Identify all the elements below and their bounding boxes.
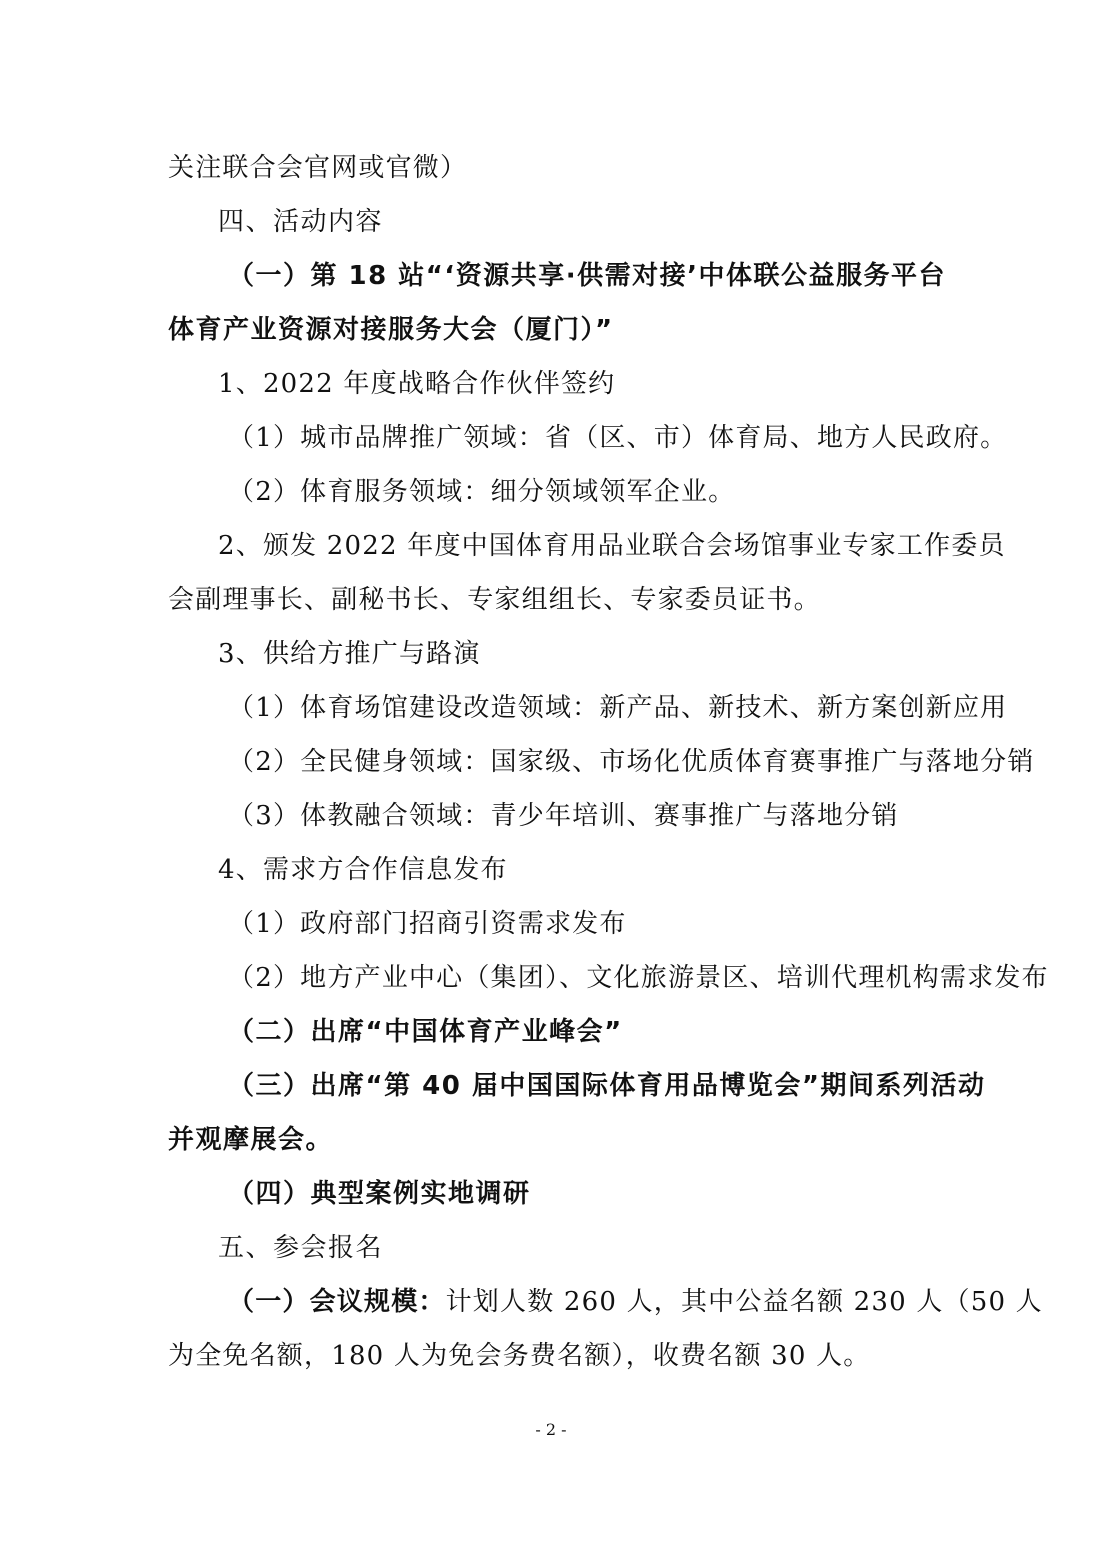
list-item: （1）体育场馆建设改造领域：新产品、新技术、新方案创新应用: [228, 693, 1008, 723]
list-item: （2）地方产业中心（集团）、文化旅游景区、培训代理机构需求发布: [228, 963, 1049, 993]
subsection-heading: 体育产业资源对接服务大会（厦门）”: [168, 315, 614, 345]
list-item: （3）体教融合领域：青少年培训、赛事推广与落地分销: [228, 801, 899, 831]
paragraph-line: 为全免名额，180 人为免会务费名额），收费名额 30 人。: [168, 1341, 871, 1371]
meeting-scale-text: 计划人数 260 人，其中公益名额 230 人（50 人: [445, 1287, 1043, 1317]
page-number: - 2 -: [535, 1420, 567, 1439]
subsection-heading: （一）第 18 站“‘资源共享·供需对接’中体联公益服务平台: [228, 261, 947, 291]
section-heading: 四、活动内容: [218, 207, 384, 237]
subsection-heading: （二）出席“中国体育产业峰会”: [228, 1017, 623, 1047]
subsection-heading: 并观摩展会。: [168, 1125, 334, 1155]
subsection-heading: （三）出席“第 40 届中国国际体育用品博览会”期间系列活动: [228, 1071, 986, 1101]
subsection-heading: （四）典型案例实地调研: [228, 1179, 531, 1209]
item-heading: 4、需求方合作信息发布: [218, 855, 508, 885]
item-heading: 1、2022 年度战略合作伙伴签约: [218, 369, 616, 399]
list-item: （1）城市品牌推广领域：省（区、市）体育局、地方人民政府。: [228, 423, 1008, 453]
item-heading: 3、供给方推广与路演: [218, 639, 481, 669]
section-heading: 五、参会报名: [218, 1233, 384, 1263]
list-item: （2）体育服务领域：细分领域领军企业。: [228, 477, 736, 507]
paragraph-line: 会副理事长、副秘书长、专家组组长、专家委员证书。: [168, 585, 821, 615]
paragraph-line: 关注联合会官网或官微）: [168, 153, 468, 183]
list-item: （2）全民健身领域：国家级、市场化优质体育赛事推广与落地分销: [228, 747, 1035, 777]
meeting-scale-line: [228, 1284, 1043, 1320]
item-heading: 2、颁发 2022 年度中国体育用品业联合会场馆事业专家工作委员: [218, 531, 1006, 561]
meeting-scale-label: （一）会议规模：: [228, 1287, 446, 1317]
list-item: （1）政府部门招商引资需求发布: [228, 909, 627, 939]
